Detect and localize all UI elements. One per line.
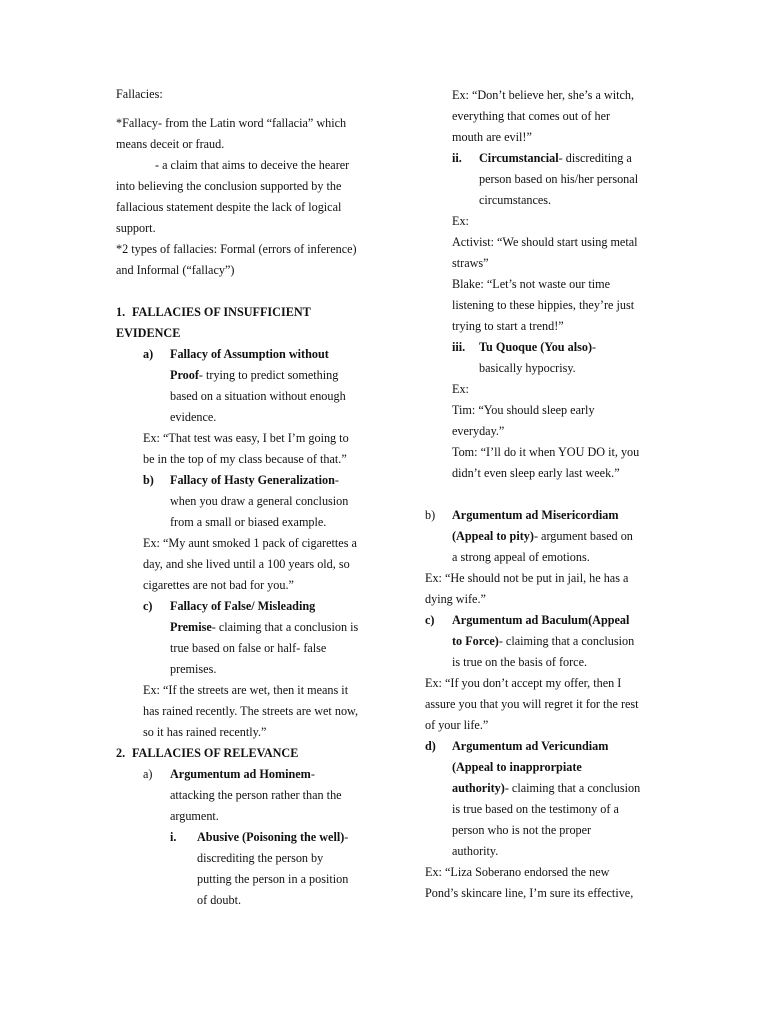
item-title: Fallacy of Hasty Generalization- [170, 473, 339, 487]
types-line: *2 types of fallacies: Formal (errors of inference) [116, 242, 357, 256]
subitem-desc: discrediting the person by [197, 851, 324, 865]
item-desc: attacking the person rather than the [170, 788, 342, 802]
item-desc: to Force)- claiming that a conclusion [452, 634, 635, 648]
example-line: trying to start a trend!” [452, 319, 564, 333]
subitem-marker: i. [170, 830, 177, 844]
item-desc: when you draw a general conclusion [170, 494, 349, 508]
item-title: Argumentum ad Hominem- [170, 767, 315, 781]
example-line: of your life.” [425, 718, 489, 732]
item-desc: argument. [170, 809, 219, 823]
subitem-desc: circumstances. [479, 193, 552, 207]
item-desc: authority)- claiming that a conclusion [452, 781, 641, 795]
section-number: 2. [116, 746, 126, 760]
subitem-desc: of doubt. [197, 893, 242, 907]
item-desc: person who is not the proper [452, 823, 592, 837]
item-title: (Appeal to inapprorpiate [452, 760, 582, 774]
example-line: Ex: “Don’t believe her, she’s a witch, [452, 88, 635, 102]
subitem-desc: basically hypocrisy. [479, 361, 576, 375]
item-desc: based on a situation without enough [170, 389, 346, 403]
item-title: Argumentum ad Vericundiam [452, 739, 609, 753]
example-line: everything that comes out of her [452, 109, 611, 123]
subitem-desc: person based on his/her personal [479, 172, 639, 186]
item-marker: a) [143, 767, 153, 781]
example-line: has rained recently. The streets are wet now, [143, 704, 359, 718]
item-desc: is true on the basis of force. [452, 655, 588, 669]
example-line: Ex: “If you don’t accept my offer, then I [425, 676, 622, 690]
subitem-desc: putting the person in a position [197, 872, 349, 886]
item-desc: true based on false or half- false [170, 641, 327, 655]
item-marker: b) [425, 508, 436, 522]
example-line: Tom: “I’ll do it when YOU DO it, you [452, 445, 640, 459]
item-desc: from a small or biased example. [170, 515, 327, 529]
example-line: Ex: [452, 214, 469, 228]
item-desc: a strong appeal of emotions. [452, 550, 590, 564]
example-line: Pond’s skincare line, I’m sure its effective, [425, 886, 634, 900]
item-marker: d) [425, 739, 436, 753]
example-line: didn’t even sleep early last week.” [452, 466, 620, 480]
example-line: everyday.” [452, 424, 505, 438]
subitem-title: Circumstancial- discrediting a [479, 151, 632, 165]
section-heading: FALLACIES OF RELEVANCE [132, 746, 299, 760]
types-line: and Informal (“fallacy”) [116, 263, 235, 277]
item-desc: evidence. [170, 410, 217, 424]
item-marker: c) [425, 613, 435, 627]
definition-line: support. [116, 221, 156, 235]
example-line: Ex: [452, 382, 469, 396]
definition-line: *Fallacy- from the Latin word “fallacia” which [116, 116, 347, 130]
item-marker: a) [143, 347, 154, 361]
item-marker: c) [143, 599, 153, 613]
example-line: Activist: “We should start using metal [452, 235, 638, 249]
subitem-title: Abusive (Poisoning the well)- [197, 830, 349, 844]
definition-line: means deceit or fraud. [116, 137, 225, 151]
definition-line: - a claim that aims to deceive the hearer [155, 158, 350, 172]
example-line: be in the top of my class because of that.” [143, 452, 347, 466]
example-line: straws” [452, 256, 489, 270]
example-line: day, and she lived until a 100 years old, so [143, 557, 350, 571]
item-title: Argumentum ad Misericordiam [452, 508, 619, 522]
example-line: cigarettes are not bad for you.” [143, 578, 294, 592]
example-line: Ex: “Liza Soberano endorsed the new [425, 865, 610, 879]
example-line: mouth are evil!” [452, 130, 532, 144]
example-line: assure you that you will regret it for the rest [425, 697, 639, 711]
definition-line: fallacious statement despite the lack of logical [116, 200, 342, 214]
page-heading: Fallacies: [116, 87, 163, 101]
item-title: Argumentum ad Baculum(Appeal [452, 613, 630, 627]
subitem-marker: ii. [452, 151, 462, 165]
subitem-title: Tu Quoque (You also)- [479, 340, 597, 354]
section-heading: EVIDENCE [116, 326, 181, 340]
example-line: so it has rained recently.” [143, 725, 267, 739]
item-title: Fallacy of False/ Misleading [170, 599, 316, 613]
example-line: Ex: “That test was easy, I bet I’m going to [143, 431, 349, 445]
example-line: dying wife.” [425, 592, 486, 606]
item-desc: premises. [170, 662, 217, 676]
example-line: listening to these hippies, they’re just [452, 298, 635, 312]
example-line: Ex: “My aunt smoked 1 pack of cigarettes a [143, 536, 357, 550]
item-desc: Proof- trying to predict something [170, 368, 339, 382]
item-desc: Premise- claiming that a conclusion is [170, 620, 359, 634]
item-title: Fallacy of Assumption without [170, 347, 329, 361]
example-line: Blake: “Let’s not waste our time [452, 277, 611, 291]
item-marker: b) [143, 473, 154, 487]
item-desc: authority. [452, 844, 499, 858]
example-line: Tim: “You should sleep early [452, 403, 595, 417]
definition-line: into believing the conclusion supported by the [116, 179, 342, 193]
example-line: Ex: “He should not be put in jail, he has a [425, 571, 629, 585]
example-line: Ex: “If the streets are wet, then it means it [143, 683, 349, 697]
subitem-marker: iii. [452, 340, 466, 354]
item-desc: is true based on the testimony of a [452, 802, 619, 816]
item-desc: (Appeal to pity)- argument based on [452, 529, 633, 543]
section-number: 1. [116, 305, 126, 319]
section-heading: FALLACIES OF INSUFFICIENT [132, 305, 311, 319]
